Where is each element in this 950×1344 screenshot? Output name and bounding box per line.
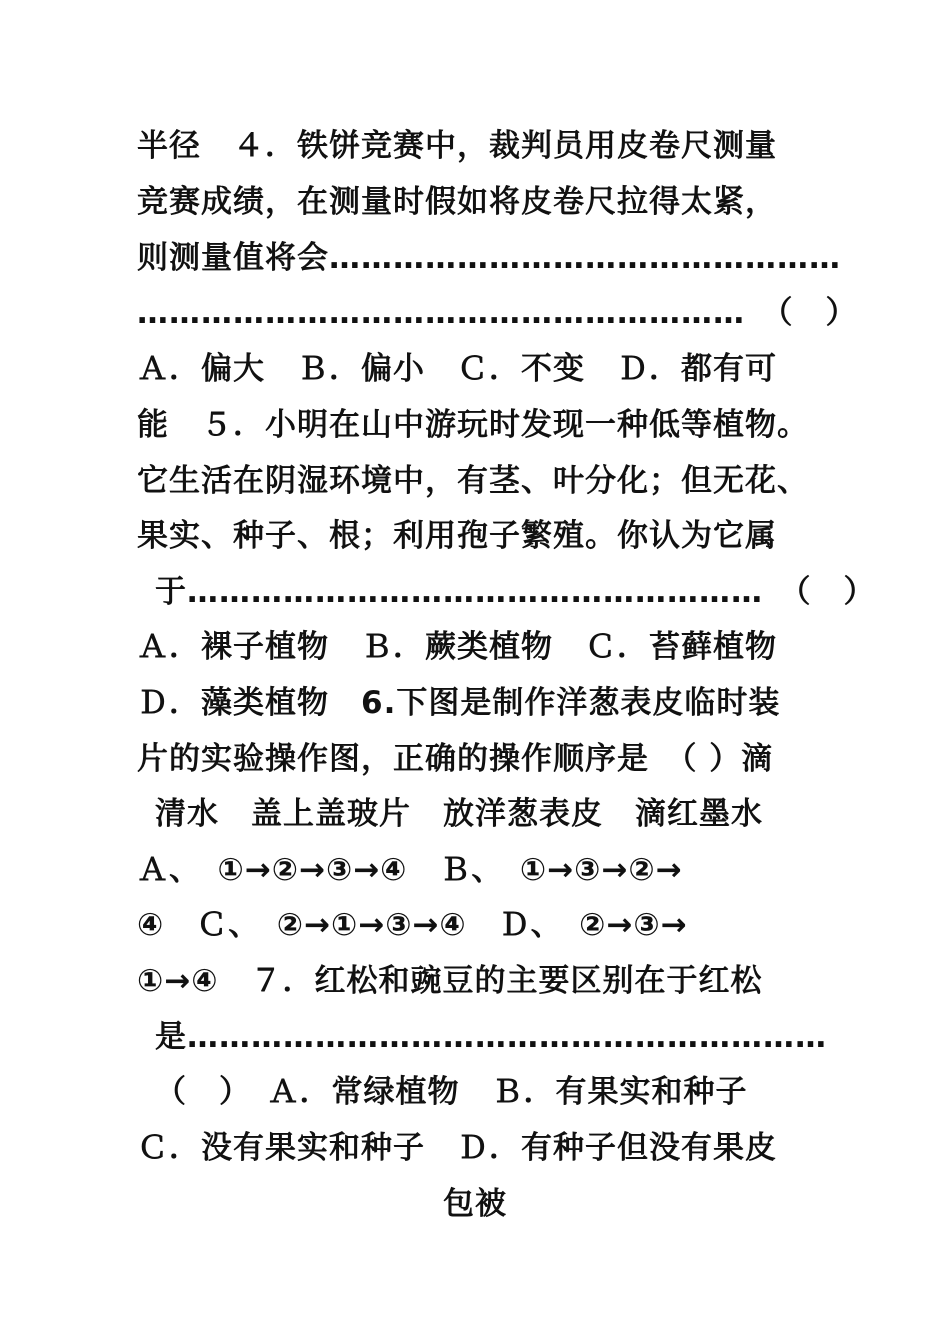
text-line: Ａ、 ①→②→③→④ Ｂ、 ①→③→②→ xyxy=(137,852,683,888)
text-line: （ ） Ａ．常绿植物 Ｂ．有果实和种子 xyxy=(155,1074,748,1110)
text-line: 半径 ４．铁饼竞赛中，裁判员用皮卷尺测量 xyxy=(137,128,777,164)
text-line: 于……………………………………………… （ ） xyxy=(155,574,876,610)
text-line: 则测量值将会………………………………………… xyxy=(137,240,841,276)
text-line: ①→④ ７．红松和豌豆的主要区别在于红松 xyxy=(137,963,763,999)
text-line: 包被 xyxy=(443,1186,507,1222)
text-line: ………………………………………………… （ ） xyxy=(137,295,858,331)
text-line: 是…………………………………………………… xyxy=(155,1019,827,1055)
text-line: Ａ．裸子植物 Ｂ．蕨类植物 Ｃ．苔藓植物 xyxy=(137,629,777,665)
text-line: Ｃ．没有果实和种子 Ｄ．有种子但没有果皮 xyxy=(137,1130,777,1166)
text-line: Ｄ．藻类植物 6.下图是制作洋葱表皮临时装 xyxy=(137,685,781,721)
text-line: 片的实验操作图，正确的操作顺序是 （ ）滴 xyxy=(137,741,774,777)
text-line: Ａ．偏大 Ｂ．偏小 Ｃ．不变 Ｄ．都有可 xyxy=(137,351,777,387)
text-line: 它生活在阴湿环境中，有茎、叶分化；但无花、 xyxy=(137,463,809,499)
text-line: 竞赛成绩，在测量时假如将皮卷尺拉得太紧， xyxy=(137,184,777,220)
text-line: ④ Ｃ、 ②→①→③→④ Ｄ、 ②→③→ xyxy=(137,907,688,943)
text-line: 清水 盖上盖玻片 放洋葱表皮 滴红墨水 xyxy=(155,796,763,832)
text-line: 能 ５．小明在山中游玩时发现一种低等植物。 xyxy=(137,407,809,443)
text-line: 果实、种子、根；利用孢子繁殖。你认为它属 xyxy=(137,518,777,554)
